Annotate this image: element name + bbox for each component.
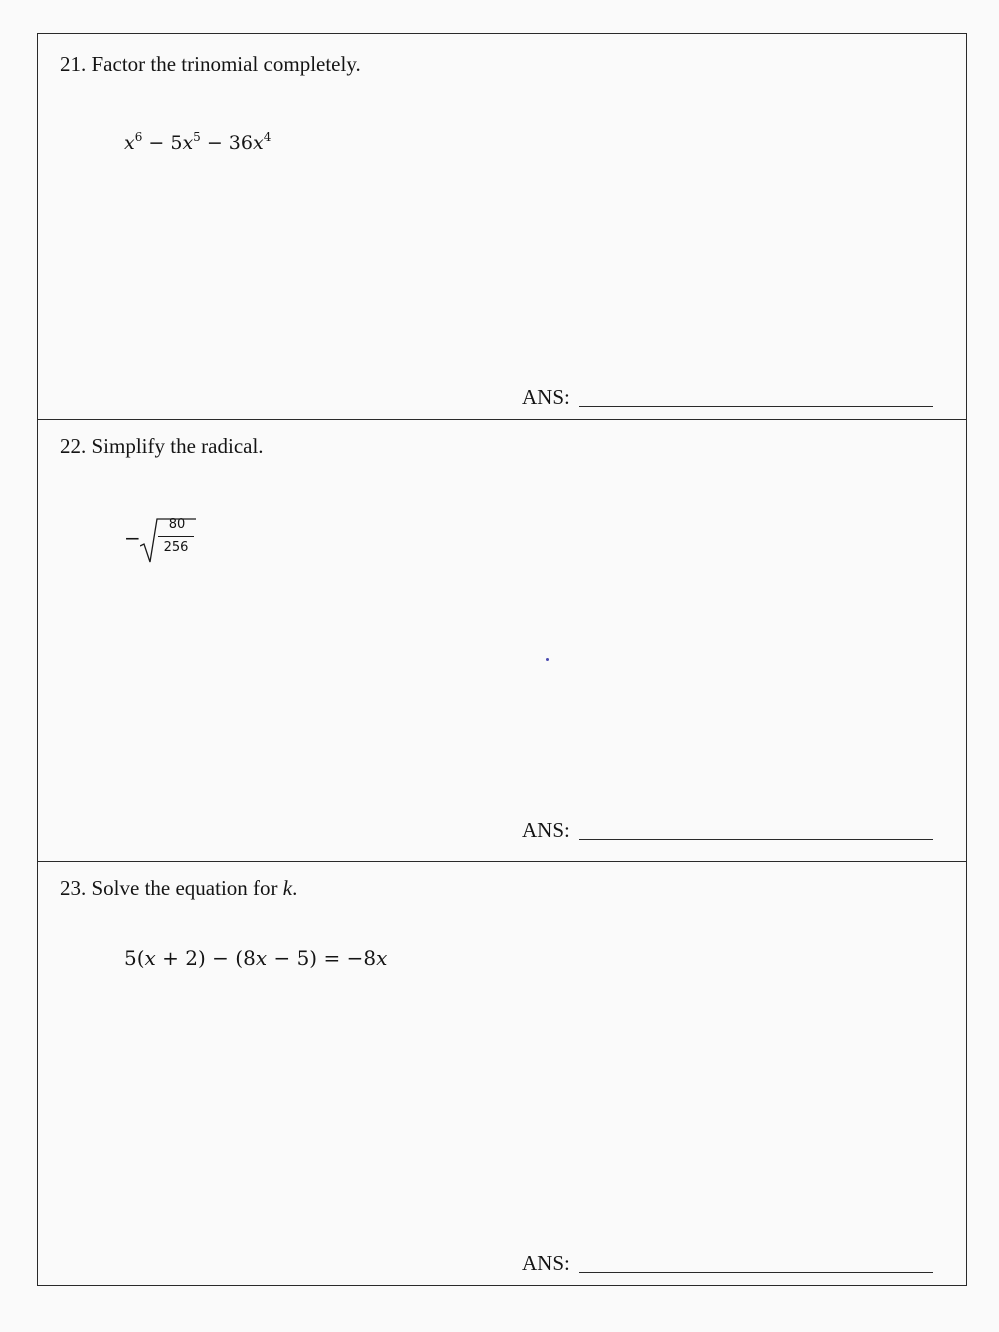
scan-speck	[546, 658, 549, 661]
radical-numerator: 80	[168, 517, 186, 532]
fraction-bar	[158, 536, 194, 537]
problem-21-answer-line[interactable]	[579, 406, 933, 407]
term-base: x	[182, 132, 194, 154]
term-exponent: 4	[263, 130, 272, 144]
problem-23-prompt	[60, 876, 297, 901]
negative-sign: −	[124, 526, 141, 550]
expression-part: + 2) − (8	[155, 946, 256, 970]
problem-22-answer-line[interactable]	[579, 839, 933, 840]
term-exponent: 6	[134, 130, 143, 144]
operator: − 36	[200, 132, 253, 154]
problem-22-expression	[124, 516, 204, 566]
expression-variable: x	[376, 946, 388, 970]
problem-21-expression	[124, 130, 271, 154]
term-exponent: 5	[193, 130, 201, 144]
problem-23-answer-label: ANS:	[522, 1251, 570, 1275]
problem-22-answer-label: ANS:	[522, 818, 570, 842]
expression-part: − 5) = −8	[267, 946, 377, 970]
problem-22	[38, 420, 966, 862]
problem-23-expression	[124, 946, 387, 970]
term-base: x	[253, 132, 264, 154]
operator: − 5	[142, 132, 183, 154]
problem-22-prompt: 22. Simplify the radical.	[60, 434, 264, 458]
prompt-text: 23. Solve the equation for	[60, 876, 283, 900]
radical-denominator: 256	[163, 540, 189, 555]
worksheet-page	[37, 33, 967, 1286]
prompt-text: .	[292, 876, 298, 900]
problem-21-answer-label: ANS:	[522, 385, 570, 409]
expression-variable: x	[144, 946, 156, 970]
prompt-variable: k	[282, 876, 293, 900]
expression-variable: x	[255, 946, 268, 970]
term-base: x	[124, 132, 135, 154]
problem-23-answer-line[interactable]	[579, 1272, 933, 1273]
problem-21-prompt: 21. Factor the trinomial completely.	[60, 52, 361, 76]
problem-21	[38, 34, 966, 420]
expression-part: 5(	[124, 946, 145, 970]
problem-23	[38, 862, 966, 1285]
